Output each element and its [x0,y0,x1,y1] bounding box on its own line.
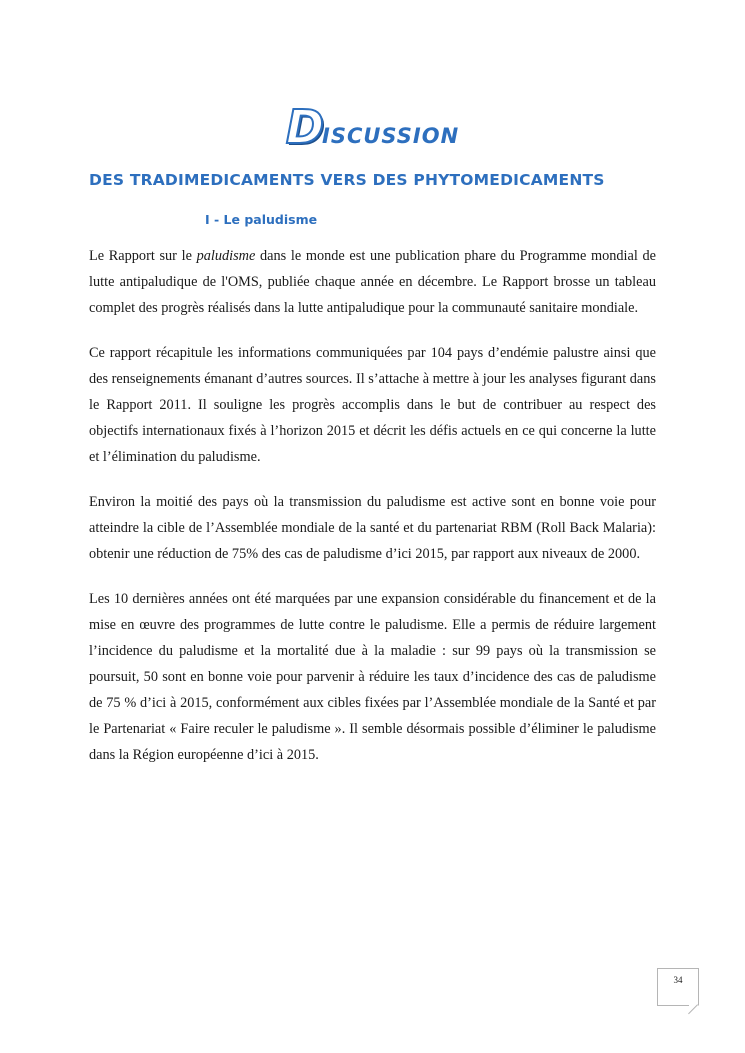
section-heading: I - Le paludisme [205,212,318,227]
body-text [89,243,656,787]
page-number: 34 [673,975,683,985]
paragraph: Environ la moitié des pays où la transmission du paludisme est active sont en bonne voie pour atteindre la cible de l’Assemblée mondiale de la santé et du partenariat RBM (Roll Back Malaria): obtenir une réduction de 75% des cas de paludisme d’ici 2015, par rapport aux niveaux de 2000. [89,494,656,562]
title-initial: D [285,100,323,154]
paragraph-text: dans le monde est une publication phare du Programme mondial de lutte antipaludique de l'OMS, publiée chaque année en décembre. Le Rapport brosse un tableau complet des progrès réalisés dans la lutte antipaludique pour la communauté sanitaire mondiale. [89,248,656,316]
paragraph: Ce rapport récapitule les informations communiquées par 104 pays d’endémie palustre ainsi que des renseignements émanant d’autres sources. Il s’attache à mettre à jour les analyses figurant dans le Rapport 2011. Il souligne les progrès accomplis dans le but de contribuer au respect des objectifs internationaux fixés à l’horizon 2015 et décrit les défis actuels en ce qui concerne la lutte et l’élimination du paludisme. [89,345,656,465]
paragraph: Les 10 dernières années ont été marquées par une expansion considérable du financement et de la mise en œuvre des programmes de lutte contre le paludisme. Elle a permis de réduire largement l’incidence du paludisme et la mortalité due à la maladie : sur 99 pays où la transmission se poursuit, 50 sont en bonne voie pour parvenir à réduire les taux d’incidence des cas de paludisme de 75 % d’ici à 2015, conformément aux cibles fixées par l’Assemblée mondiale de la Santé et par le Partenariat « Faire reculer le paludisme ». Il semble désormais possible d’éliminer le paludisme dans la Région européenne d’ici à 2015. [89,591,656,763]
section-subtitle: DES TRADIMEDICAMENTS VERS DES PHYTOMEDICAMENTS [89,171,605,189]
emphasis-text: paludisme [196,248,256,264]
paragraph [89,243,656,321]
page-number-box [657,968,699,1006]
paragraph-text: Le Rapport sur le [89,248,197,264]
title-rest: ISCUSSION [322,124,460,148]
page-title [0,100,745,154]
